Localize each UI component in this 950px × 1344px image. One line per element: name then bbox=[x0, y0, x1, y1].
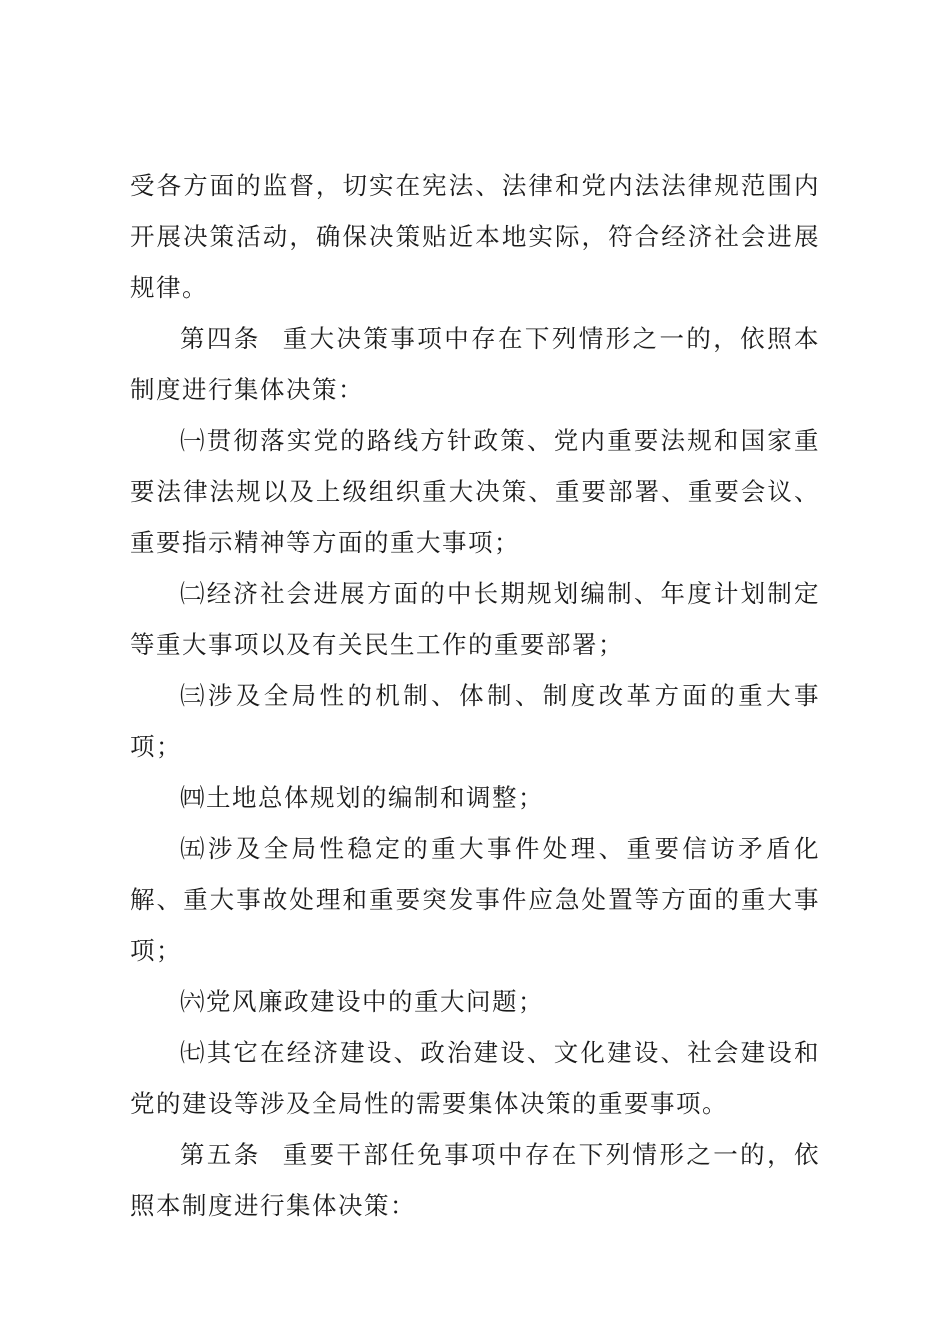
article-4-heading: 第四条 bbox=[180, 324, 261, 353]
list-item-4 bbox=[130, 772, 820, 823]
article-5-paragraph bbox=[130, 1129, 820, 1231]
paragraph-continuation bbox=[130, 160, 820, 313]
paragraph-text: ㈡经济社会进展方面的中长期规划编制、年度计划制定等重大事项以及有关民生工作的重要部署； bbox=[130, 579, 820, 659]
paragraph-text: ㈤涉及全局性稳定的重大事件处理、重要信访矛盾化解、重大事故处理和重要突发事件应急处置等方面的重大事项； bbox=[130, 834, 820, 965]
paragraph-text: ㈠贯彻落实党的路线方针政策、党内重要法规和国家重要法律法规以及上级组织重大决策、重要部署、重要会议、重要指示精神等方面的重大事项； bbox=[130, 426, 820, 557]
paragraph-text: 受各方面的监督，切实在宪法、法律和党内法法律规范围内开展决策活动，确保决策贴近本地实际，符合经济社会进展规律。 bbox=[130, 171, 820, 302]
list-item-5 bbox=[130, 823, 820, 976]
paragraph-text: ㈣土地总体规划的编制和调整； bbox=[180, 783, 544, 812]
list-item-3 bbox=[130, 670, 820, 772]
list-item-6 bbox=[130, 976, 820, 1027]
list-item-2 bbox=[130, 568, 820, 670]
document-body bbox=[130, 160, 820, 1231]
paragraph-text: 重要干部任免事项中存在下列情形之一的，依照本制度进行集体决策： bbox=[130, 1140, 821, 1220]
paragraph-text: ㈥党风廉政建设中的重大问题； bbox=[180, 987, 544, 1016]
paragraph-text: ㈦其它在经济建设、政治建设、文化建设、社会建设和党的建设等涉及全局性的需要集体决策的重要事项。 bbox=[130, 1038, 820, 1118]
paragraph-text: 重大决策事项中存在下列情形之一的，依照本制度进行集体决策： bbox=[130, 324, 821, 404]
paragraph-text: ㈢涉及全局性的机制、体制、制度改革方面的重大事项； bbox=[130, 681, 820, 761]
article-5-heading: 第五条 bbox=[180, 1140, 261, 1169]
list-item-1 bbox=[130, 415, 820, 568]
article-4-paragraph bbox=[130, 313, 820, 415]
list-item-7 bbox=[130, 1027, 820, 1129]
